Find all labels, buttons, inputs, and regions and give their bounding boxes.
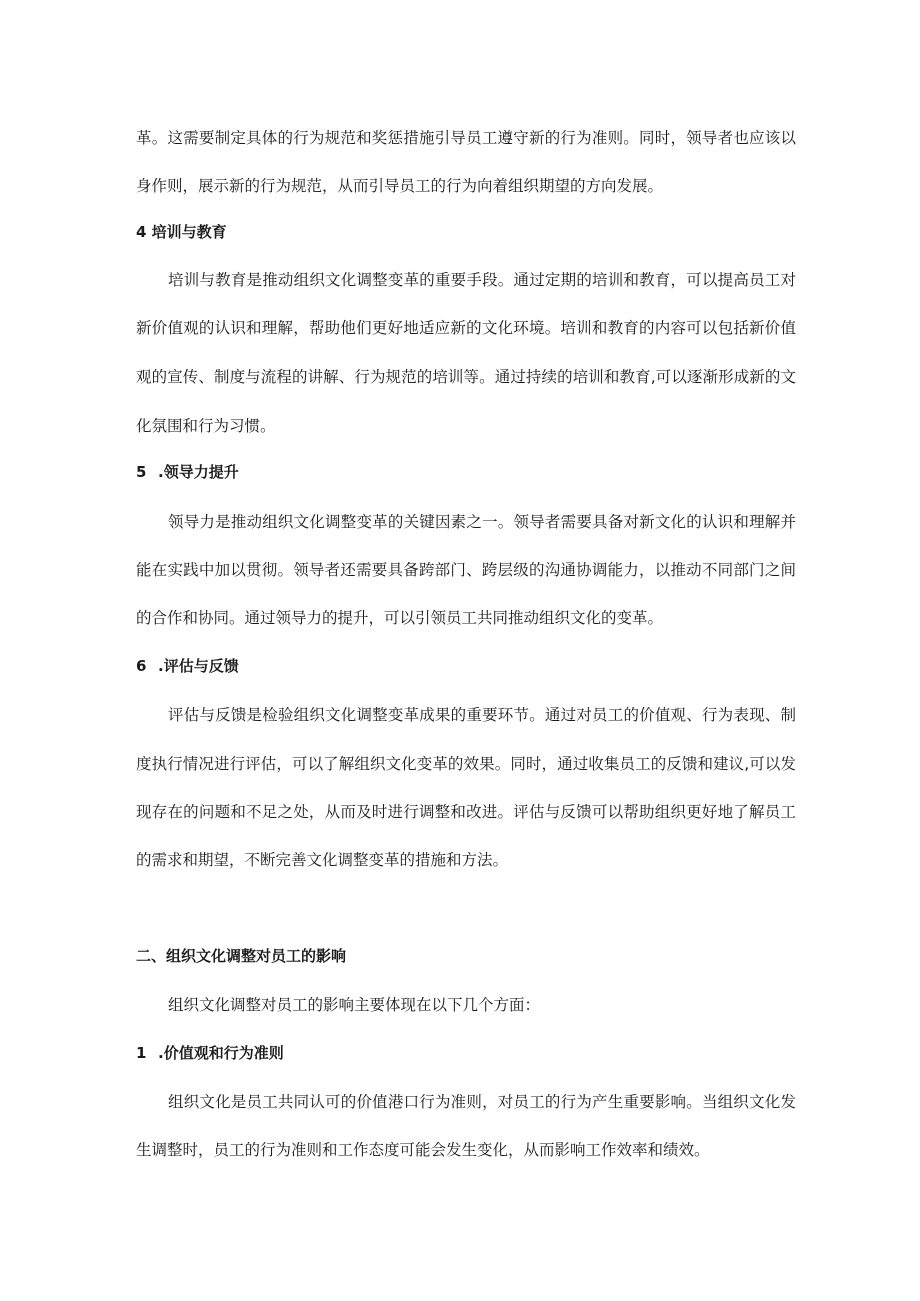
paragraph-line: 新价值观的认识和理解，帮助他们更好地适应新的文化环境。培训和教育的内容可以包括新价值 [136, 319, 796, 337]
section-title: .评估与反馈 [158, 657, 239, 675]
section-heading-6 [136, 656, 239, 676]
paragraph-line: 的合作和协同。通过领导力的提升，可以引领员工共同推动组织文化的变革。 [136, 609, 664, 627]
paragraph-line: 度执行情况进行评估，可以了解组织文化变革的效果。同时，通过收集员工的反馈和建议,可以发 [136, 755, 796, 773]
section-title: .领导力提升 [158, 463, 239, 481]
paragraph-line: 组织文化调整对员工的影响主要体现在以下几个方面： [168, 996, 541, 1014]
paragraph-line: 现存在的问题和不足之处，从而及时进行调整和改进。评估与反馈可以帮助组织更好地了解员工 [136, 803, 796, 821]
section-number: 1 [136, 1044, 147, 1062]
section-number: 6 [136, 657, 147, 675]
paragraph-line: 生调整时，员工的行为准则和工作态度可能会发生变化，从而影响工作效率和绩效。 [136, 1141, 710, 1159]
section-heading-4: 4 培训与教育 [136, 223, 227, 241]
part-heading: 二、组织文化调整对员工的影响 [136, 947, 347, 965]
paragraph-line: 领导力是推动组织文化调整变革的关键因素之一。领导者需要具备对新文化的认识和理解并 [168, 513, 796, 531]
paragraph-line: 评估与反馈是检验组织文化调整变革成果的重要环节。通过对员工的价值观、行为表现、制 [168, 706, 796, 724]
paragraph-line: 身作则，展示新的行为规范，从而引导员工的行为向着组织期望的方向发展。 [136, 177, 664, 195]
paragraph-line: 培训与教育是推动组织文化调整变革的重要手段。通过定期的培训和教育，可以提高员工对 [168, 271, 796, 289]
section-title: .价值观和行为准则 [158, 1044, 284, 1062]
section-number: 5 [136, 463, 147, 481]
section-heading-1 [136, 1043, 284, 1063]
paragraph-line: 的需求和期望，不断完善文化调整变革的措施和方法。 [136, 851, 509, 869]
paragraph-line: 革。这需要制定具体的行为规范和奖惩措施引导员工遵守新的行为准则。同时，领导者也应该以 [136, 129, 796, 147]
section-heading-5 [136, 462, 239, 482]
paragraph-line: 组织文化是员工共同认可的价值港口行为准则，对员工的行为产生重要影响。当组织文化发 [168, 1093, 796, 1111]
paragraph-line: 能在实践中加以贯彻。领导者还需要具备跨部门、跨层级的沟通协调能力，以推动不同部门之间 [136, 561, 796, 579]
paragraph-line: 观的宣传、制度与流程的讲解、行为规范的培训等。通过持续的培训和教育,可以逐渐形成新的文 [136, 368, 796, 386]
paragraph-line: 化氛围和行为习惯。 [136, 417, 276, 435]
